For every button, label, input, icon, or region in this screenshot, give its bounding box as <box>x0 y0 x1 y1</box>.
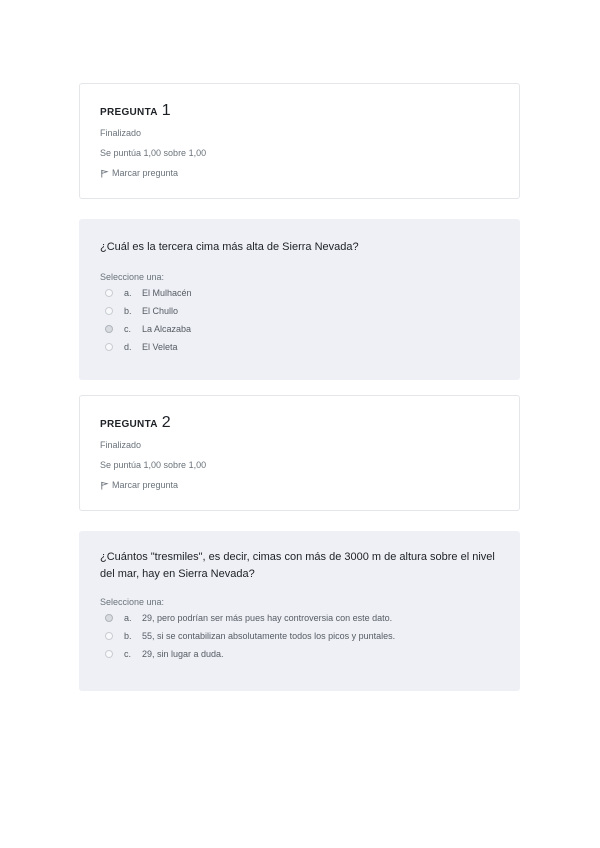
option-letter: b. <box>124 631 132 641</box>
question-number: 2 <box>161 414 171 431</box>
option-letter: c. <box>124 324 132 334</box>
radio-button[interactable] <box>105 650 113 658</box>
flag-question-button[interactable] <box>100 480 499 490</box>
option-letter: d. <box>124 342 132 352</box>
question-number: 1 <box>161 102 171 119</box>
flag-icon <box>100 481 109 490</box>
question-1-info <box>79 83 520 199</box>
question-2-content <box>79 531 520 691</box>
flag-question-button[interactable] <box>100 168 499 178</box>
option-text: La Alcazaba <box>142 324 192 334</box>
question-score: Se puntúa 1,00 sobre 1,00 <box>100 460 207 470</box>
answer-prompt: Seleccione una: <box>100 597 165 607</box>
option-letter: c. <box>124 649 132 659</box>
option-letter: a. <box>124 613 132 623</box>
option-text: 29, pero podrían ser más pues hay controversia con este dato. <box>142 613 393 623</box>
question-text: ¿Cuántos "tresmiles", es decir, cimas con más de 3000 m de altura sobre el nivel del mar, hay en Sierra Nevada? <box>100 551 495 580</box>
question-2-info <box>79 395 520 511</box>
answer-option[interactable] <box>100 609 499 627</box>
answer-option[interactable] <box>100 645 499 663</box>
answer-option[interactable] <box>100 284 499 302</box>
question-label: PREGUNTA <box>100 419 158 430</box>
radio-button-selected[interactable] <box>105 325 113 333</box>
answer-options <box>100 609 499 663</box>
flag-icon <box>100 169 109 178</box>
radio-button-selected[interactable] <box>105 614 113 622</box>
option-text: 55, si se contabilizan absolutamente todos los picos y puntales. <box>142 631 396 641</box>
answer-option[interactable] <box>100 302 499 320</box>
question-label: PREGUNTA <box>100 107 158 118</box>
question-2-title <box>100 414 499 432</box>
option-text: El Chullo <box>142 306 179 316</box>
radio-button[interactable] <box>105 307 113 315</box>
flag-question-label: Marcar pregunta <box>112 480 179 490</box>
answer-option[interactable] <box>100 627 499 645</box>
option-text: El Veleta <box>142 342 178 352</box>
question-1-title <box>100 102 499 120</box>
question-status: Finalizado <box>100 128 142 138</box>
option-text: El Mulhacén <box>142 288 192 298</box>
answer-option[interactable] <box>100 320 499 338</box>
question-score: Se puntúa 1,00 sobre 1,00 <box>100 148 207 158</box>
radio-button[interactable] <box>105 289 113 297</box>
option-letter: a. <box>124 288 132 298</box>
radio-button[interactable] <box>105 343 113 351</box>
answer-options <box>100 284 499 356</box>
option-letter: b. <box>124 306 132 316</box>
radio-button[interactable] <box>105 632 113 640</box>
flag-question-label: Marcar pregunta <box>112 168 179 178</box>
question-status: Finalizado <box>100 440 142 450</box>
answer-prompt: Seleccione una: <box>100 272 165 282</box>
option-text: 29, sin lugar a duda. <box>142 649 224 659</box>
question-1-content <box>79 219 520 380</box>
question-text: ¿Cuál es la tercera cima más alta de Sierra Nevada? <box>100 241 359 253</box>
answer-option[interactable] <box>100 338 499 356</box>
